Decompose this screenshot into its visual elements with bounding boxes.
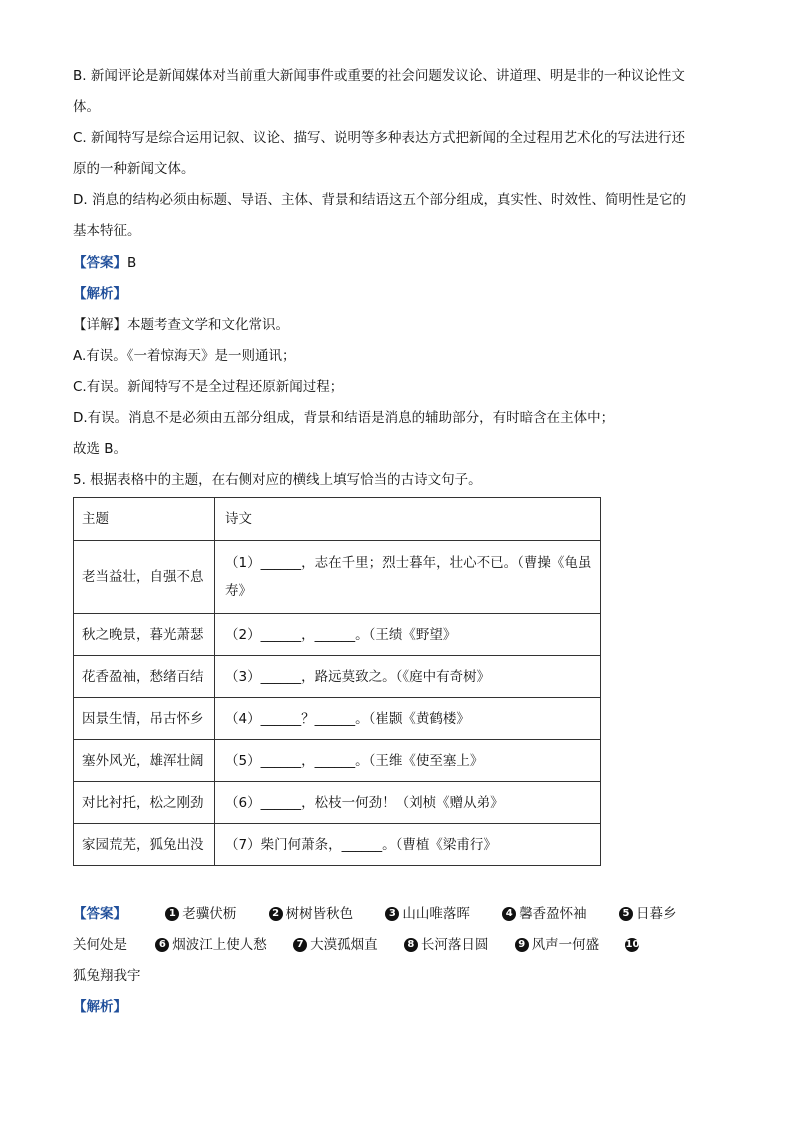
table-row [74,614,601,656]
answer-text-continued: 关何处是 [73,937,127,953]
answer-text: 山山唯落晖 [402,906,470,922]
answer-text: 日暮乡 [635,906,677,922]
answer-text: 狐兔翔我宇 [73,968,141,984]
row-poem: （2）______，______。（王绩《野望》 [215,614,601,656]
answer-item [619,903,677,925]
table-row [74,541,601,614]
row-theme: 家园荒芜，狐兔出没 [74,824,215,866]
table-row [74,740,601,782]
analysis-label: 【解析】 [73,286,127,302]
answer-text: 树树皆秋色 [285,906,354,922]
table-header-row [74,498,601,541]
q5-answer-label: 【答案】 [73,906,127,922]
circled-number: 7 [293,938,307,952]
option-c-line1: C. 新闻特写是综合运用记叙、议论、描写、说明等多种表达方式把新闻的全过程用艺术化的写法进行还 [73,130,686,146]
row-poem: （7）柴门何萧条，______。（曹植《梁甫行》 [215,824,601,866]
answer-text: 大漠孤烟直 [310,937,378,953]
answer-text: 馨香盈怀袖 [519,906,587,922]
explain-c: C.有误。新闻特写不是全过程还原新闻过程； [73,379,344,395]
circled-number: 3 [385,907,399,921]
answer-item [293,934,378,956]
q5-analysis-label: 【解析】 [73,999,127,1015]
option-d-line2: 基本特征。 [73,223,141,239]
table-row [74,698,601,740]
answer-value: B [127,255,137,271]
answers-line-3 [73,965,141,987]
answer-label: 【答案】 [73,255,127,271]
detail-text: 本题考查文学和文化常识。 [127,317,289,333]
row-theme: 秋之晚景，暮光萧瑟 [74,614,215,656]
answer-text: 风声一何盛 [531,937,600,953]
analysis-line [73,284,127,304]
row-theme: 对比衬托，松之刚劲 [74,782,215,824]
row-theme: 花香盈袖，愁绪百结 [74,656,215,698]
row-poem: （3）______，路远莫致之。（《庭中有奇树》 [215,656,601,698]
row-poem: （5）______，______。（王维《使至塞上》 [215,740,601,782]
detail-label: 【详解】 [73,317,127,333]
header-theme: 主题 [74,498,215,541]
explain-d: D.有误。消息不是必须由五部分组成，背景和结语是消息的辅助部分，有时暗含在主体中； [73,410,615,426]
answer-text: 老骥伏枥 [182,906,237,922]
circled-number: 5 [619,907,633,921]
explain-a: A.有误。《一着惊海天》是一则通讯； [73,348,296,364]
option-d-line1: D. 消息的结构必须由标题、导语、主体、背景和结语这五个部分组成，真实性、时效性、简明性是它的 [73,192,686,208]
row-theme: 老当益壮，自强不息 [74,541,215,614]
circled-number: 4 [502,907,516,921]
row-theme: 塞外风光，雄浑壮阔 [74,740,215,782]
detail-line [73,315,289,335]
circled-number: 9 [515,938,529,952]
answer-item [625,934,642,956]
answer-text: 长河落日圆 [420,937,489,953]
row-theme: 因景生情，吊古怀乡 [74,698,215,740]
circled-number: 8 [404,938,418,952]
answer-text: 烟波江上使人愁 [172,937,267,953]
row-poem: （6）______，松枝一何劲！（刘桢《赠从弟》 [215,782,601,824]
answer-line [73,253,136,273]
q5-analysis-line [73,997,127,1017]
option-b-line2: 体。 [73,99,100,115]
answer-item [385,903,470,925]
row-poem: （4）______？______。（崔颢《黄鹤楼》 [215,698,601,740]
answer-item [515,934,600,956]
answer-item [404,934,489,956]
question-5-prompt: 5. 根据表格中的主题，在右侧对应的横线上填写恰当的古诗文句子。 [73,472,482,488]
answers-line-1 [73,903,676,925]
poem-table [73,497,601,866]
answer-item [269,903,354,925]
table-row [74,656,601,698]
circled-number: 2 [269,907,283,921]
option-b-line1: B. 新闻评论是新闻媒体对当前重大新闻事件或重要的社会问题发议论、讲道理、明是非的一种议论性文 [73,68,685,84]
table-row [74,824,601,866]
answer-item [155,934,267,956]
answer-item [165,903,236,925]
row-poem: （1）______，志在千里；烈士暮年，壮心不已。（曹操《龟虽寿》 [215,541,601,614]
option-c-line2: 原的一种新闻文体。 [73,161,195,177]
header-poem: 诗文 [215,498,601,541]
choose-line: 故选 B。 [73,441,128,457]
circled-number: 10 [625,939,640,950]
table-row [74,782,601,824]
circled-number: 1 [165,907,179,921]
answer-item [502,903,587,925]
circled-number: 6 [155,938,169,952]
answers-line-2 [73,934,642,956]
